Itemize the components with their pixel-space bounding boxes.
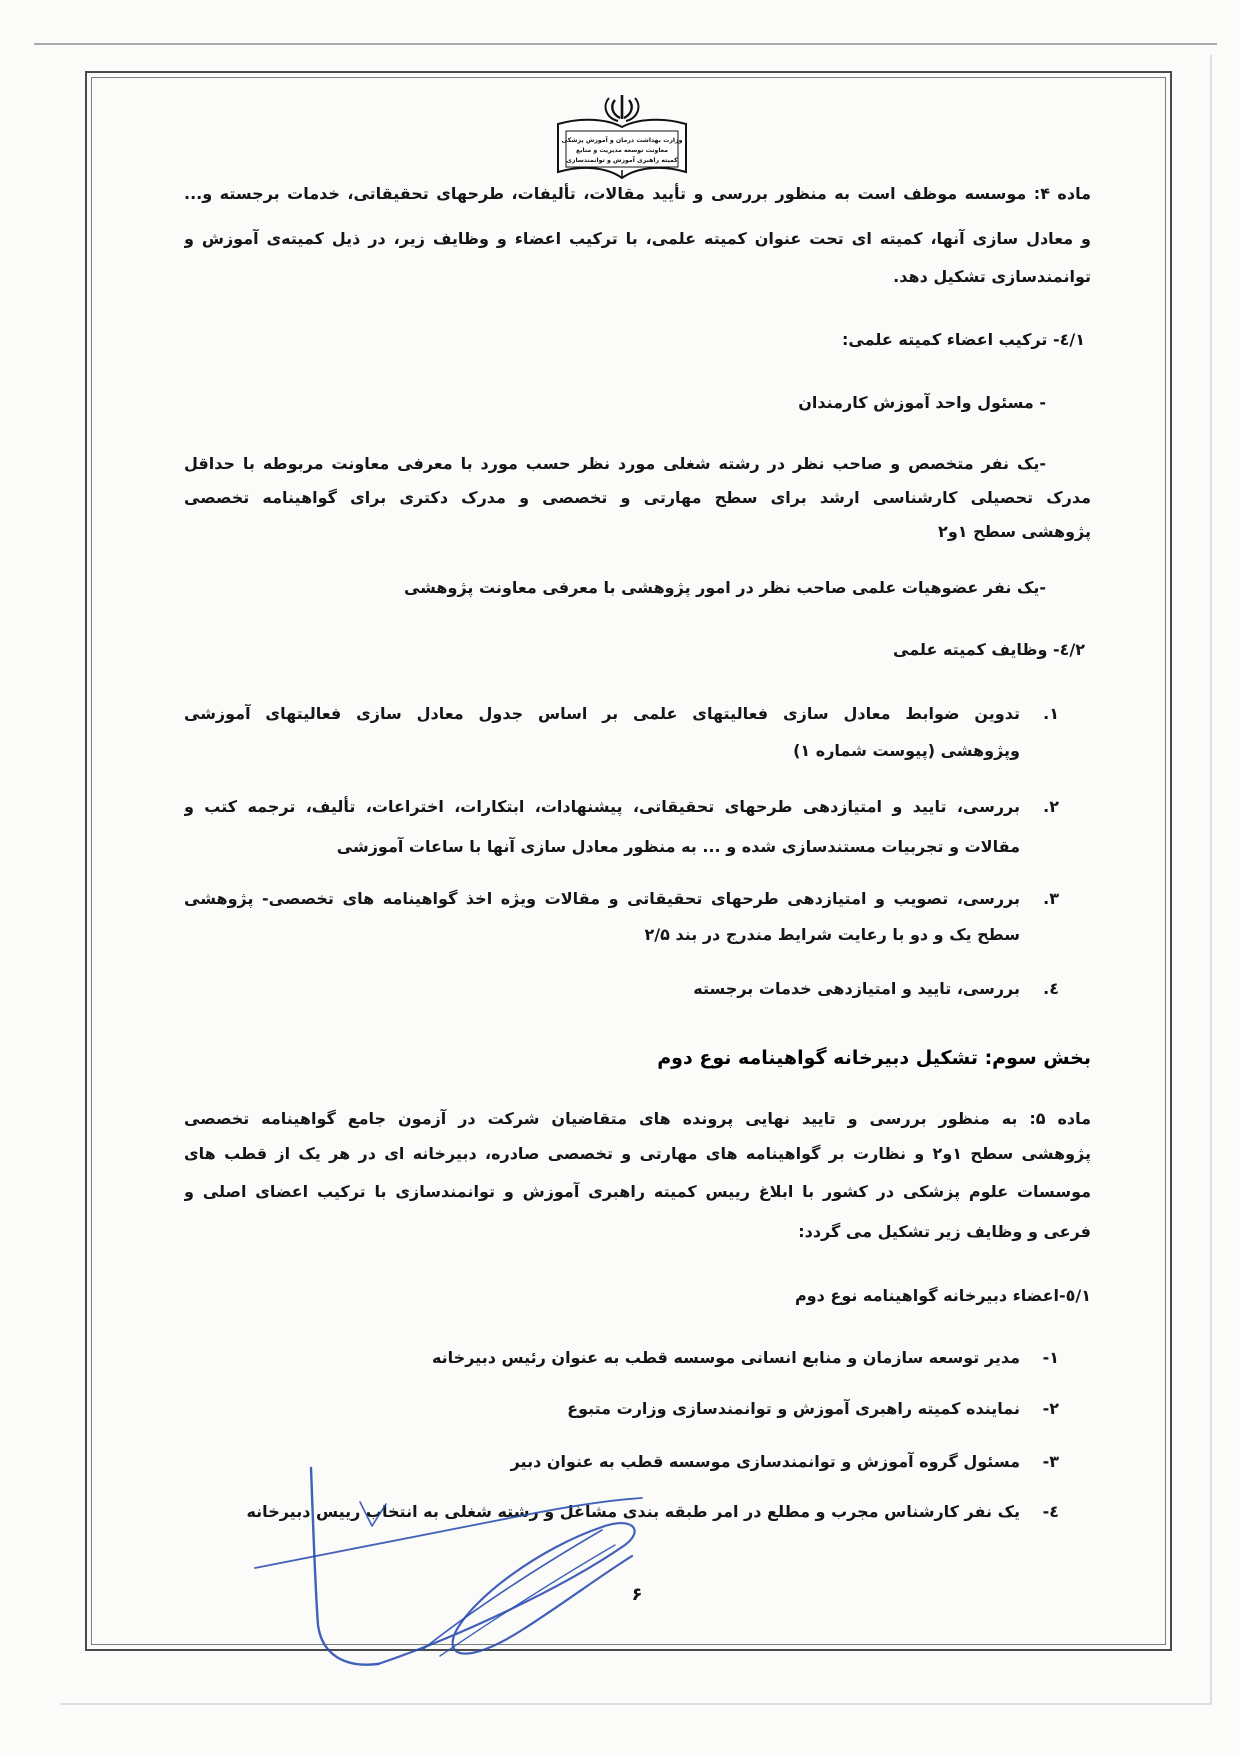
list-item-number: ٢- — [1042, 1399, 1059, 1418]
logo-text-line: معاونت توسعه مدیریت و منابع — [575, 147, 669, 154]
section-4-1-heading: ٤/١- ترکیب اعضاء کمیته علمی: — [842, 330, 1085, 349]
section-4-2-heading: ٤/٢- وظایف کمیته علمی — [893, 640, 1085, 659]
article4-line: توانمندسازی تشکیل دهد. — [893, 267, 1091, 286]
list-item-number: ٣. — [1043, 889, 1059, 908]
ministry-logo — [552, 92, 692, 184]
secretariat-member-item: نماینده کمیته راهبری آموزش و توانمندسازی وزارت متبوع — [567, 1399, 1020, 1418]
page-number: ۶ — [631, 1584, 643, 1605]
duty-list-item: بررسی، تصویب و امتیازدهی طرحهای تحقیقاتی و مقالات ویژه اخذ گواهینامه های تخصصی- پژوهشی — [184, 889, 1020, 908]
secretariat-member-item: یک نفر کارشناس مجرب و مطلع در امر طبقه بندی مشاغل و رشته شغلی به انتخاب رییس دبیرخانه — [246, 1502, 1020, 1521]
duty-list-item: بررسی، تایید و امتیازدهی خدمات برجسته — [693, 979, 1020, 998]
emblem-icon — [606, 95, 639, 121]
article4-line: ماده ۴: موسسه موظف است به منظور بررسی و تأیید مقالات، تألیفات، طرحهای تحقیقاتی، خدمات برجسته و... — [184, 184, 1091, 203]
logo-text-line: کمیته راهبری آموزش و توانمندسازی — [566, 157, 678, 164]
secretariat-member-item: مدیر توسعه سازمان و منابع انسانی موسسه قطب به عنوان رئیس دبیرخانه — [431, 1348, 1020, 1367]
article5-line: موسسات علوم پزشکی در کشور با ابلاغ رییس کمیته راهبری آموزش و توانمندسازی با ترکیب اعضای اصلی و — [184, 1182, 1091, 1201]
secretariat-member-item: مسئول گروه آموزش و توانمندسازی موسسه قطب به عنوان دبیر — [510, 1452, 1020, 1471]
article5-line: پژوهشی سطح ۱و۲ و نظارت بر گواهینامه های مهارتی و تخصصی صادره، دبیرخانه ای در هر یک از قطب های — [184, 1144, 1091, 1163]
list-item-number: ١. — [1043, 704, 1059, 723]
committee-member-item-continued: مدرک تحصیلی کارشناسی ارشد برای سطح مهارتی و تخصصی و مدرک دکتری برای گواهینامه تخصصی — [184, 488, 1091, 507]
list-item-number: ١- — [1042, 1348, 1059, 1367]
part-3-heading: بخش سوم: تشکیل دبیرخانه گواهینامه نوع دوم — [657, 1047, 1091, 1069]
committee-member-item: -یک نفر عضوهیات علمی صاحب نظر در امور پژوهشی با معرفی معاونت پژوهشی — [403, 578, 1046, 597]
list-item-number: ٣- — [1042, 1452, 1059, 1471]
committee-member-item: - مسئول واحد آموزش کارمندان — [798, 393, 1046, 412]
article5-line: فرعی و وظایف زیر تشکیل می گردد: — [798, 1222, 1091, 1241]
section-5-1-heading: ٥/١-اعضاء دبیرخانه گواهینامه نوع دوم — [794, 1286, 1091, 1305]
duty-list-item-continued: سطح یک و دو با رعایت شرایط مندرج در بند ۲/۵ — [644, 925, 1020, 944]
scan-bottom-shadow — [60, 1703, 1212, 1705]
scan-right-shadow — [1210, 55, 1212, 1705]
duty-list-item-continued: وپژوهشی (پیوست شماره ۱) — [793, 741, 1020, 760]
duty-list-item: بررسی، تایید و امتیازدهی طرحهای تحقیقاتی، پیشنهادات، ابتکارات، اختراعات، تألیف، ترجمه کتب و — [184, 797, 1020, 816]
duty-list-item: تدوین ضوابط معادل سازی فعالیتهای علمی بر اساس جدول معادل سازی فعالیتهای آموزشی — [184, 704, 1020, 723]
duty-list-item-continued: مقالات و تجربیات مستندسازی شده و ... به منظور معادل سازی آنها با ساعات آموزشی — [336, 837, 1020, 856]
scan-top-edge — [34, 43, 1217, 45]
article4-line: و معادل سازی آنها، کمیته ای تحت عنوان کمیته علمی، با ترکیب اعضاء و وظایف زیر، در ذیل کمیته‌ی آموزش و — [184, 229, 1091, 248]
list-item-number: ٤- — [1042, 1502, 1059, 1521]
list-item-number: ٢. — [1043, 797, 1059, 816]
article5-line: ماده ۵: به منظور بررسی و تایید نهایی پرونده های متقاضیان شرکت در آزمون جامع گواهینامه تخصصی — [184, 1109, 1091, 1128]
logo-text-line: وزارت بهداشت درمان و آموزش پزشکی — [561, 137, 683, 144]
committee-member-item-continued: پژوهشی سطح ۱و۲ — [938, 522, 1091, 541]
committee-member-item: -یک نفر متخصص و صاحب نظر در رشته شغلی مورد نظر حسب مورد با معرفی معاونت مربوطه با حداقل — [184, 454, 1046, 473]
list-item-number: ٤. — [1043, 979, 1059, 998]
